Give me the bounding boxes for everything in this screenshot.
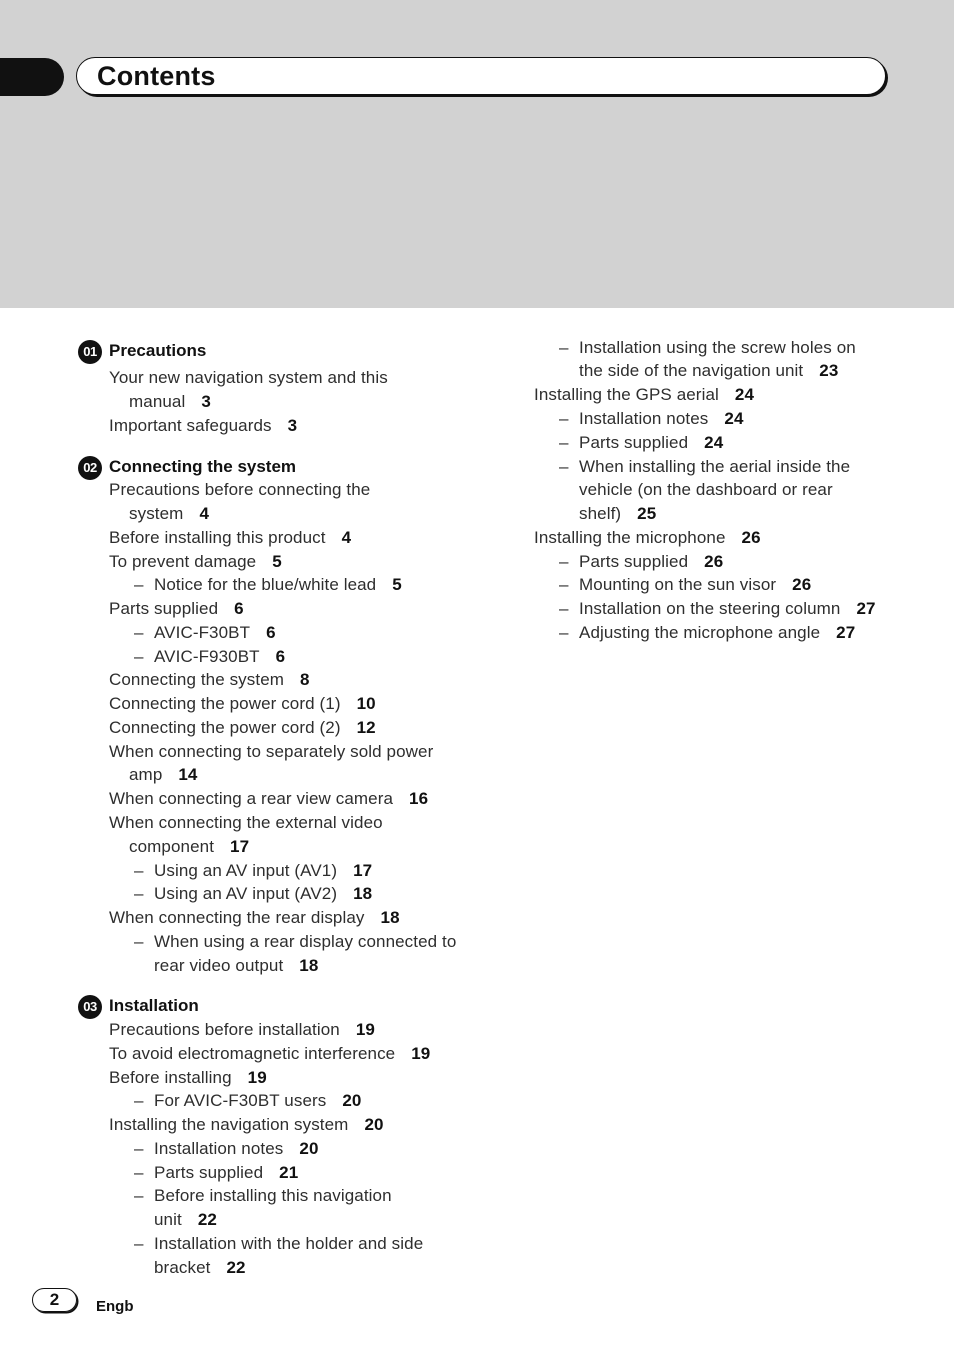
entry-text: Using an AV input (AV1) [154,861,338,880]
toc-entry[interactable] [109,1067,267,1089]
entry-page: 14 [178,765,198,784]
toc-subentry[interactable] [134,883,372,905]
entry-text: Installing the navigation system [109,1115,349,1134]
toc-subentry[interactable] [134,931,456,953]
dash-glyph: – [559,409,569,428]
section-badge: 01 [78,340,102,364]
entry-text: Important safeguards [109,416,272,435]
entry-text: Connecting the system [109,670,285,689]
entry-text: When installing the aerial inside the [579,457,851,476]
toc-entry[interactable] [109,669,310,691]
entry-text: When connecting a rear view camera [109,789,394,808]
entry-text: Installation notes [154,1139,284,1158]
entry-text: AVIC-F930BT [154,647,260,666]
entry-page: 17 [353,861,373,880]
entry-text: the side of the navigation unit [579,361,804,380]
language-label: Engb [96,1298,134,1315]
chapter-tab [0,58,64,96]
entry-text: When connecting the rear display [109,908,365,927]
entry-page: 17 [230,837,250,856]
entry-text: For AVIC-F30BT users [154,1091,327,1110]
entry-text: shelf) [579,504,622,523]
entry-text: Using an AV input (AV2) [154,884,338,903]
entry-text: Installation with the holder and side [154,1234,424,1253]
dash-glyph: – [134,1186,144,1205]
entry-text: To avoid electromagnetic interference [109,1044,396,1063]
dash-glyph: – [559,599,569,618]
toc-entry[interactable] [109,1019,375,1041]
entry-text: Notice for the blue/white lead [154,575,377,594]
toc-subentry[interactable] [134,860,372,882]
entry-page: 6 [234,599,244,618]
toc-subentry[interactable] [579,479,833,501]
entry-text: Precautions before installation [109,1020,340,1039]
page-number: 2 [32,1288,77,1312]
toc-subentry[interactable] [154,955,318,977]
entry-text: Before installing this product [109,528,326,547]
toc-subentry[interactable] [134,574,402,596]
entry-text: system [129,504,184,523]
entry-text: bracket [154,1258,211,1277]
entry-page: 22 [226,1258,246,1277]
toc-entry[interactable] [109,1114,384,1136]
entry-page: 4 [341,528,352,547]
toc-entry[interactable] [109,598,244,620]
toc-subentry[interactable] [559,598,876,620]
toc-entry[interactable] [109,415,297,437]
entry-text: When using a rear display connected to [154,932,457,951]
entry-text: Parts supplied [579,552,689,571]
entry-page: 5 [392,575,402,594]
entry-text: Parts supplied [579,433,689,452]
toc-subentry[interactable] [134,1090,361,1112]
entry-text: Connecting the power cord (1) [109,694,341,713]
toc-subentry[interactable] [579,360,838,382]
toc-subentry[interactable] [154,1257,246,1279]
entry-text: When connecting the external video [109,813,383,832]
toc-subentry[interactable] [559,432,723,454]
entry-page: 19 [355,1020,375,1039]
entry-text: Installing the microphone [534,528,726,547]
entry-text: Installation using the screw holes on [579,338,856,357]
entry-text: Before installing this navigation [154,1186,392,1205]
entry-text: rear video output [154,956,284,975]
entry-text: Before installing [109,1068,232,1087]
entry-text: amp [129,765,163,784]
entry-text: Parts supplied [109,599,219,618]
entry-page: 8 [300,670,310,689]
section-heading[interactable]: Precautions [109,341,207,360]
entry-page: 24 [734,385,754,404]
header-band [0,0,954,308]
entry-page: 18 [299,956,319,975]
entry-page: 21 [279,1163,299,1182]
dash-glyph: – [559,575,569,594]
toc-subentry[interactable] [559,337,856,359]
dash-glyph: – [559,338,569,357]
entry-text: manual [129,392,186,411]
title-frame [76,57,886,95]
entry-page: 16 [409,789,429,808]
entry-text: Installation on the steering column [579,599,841,618]
dash-glyph: – [134,884,144,903]
entry-page: 20 [342,1091,362,1110]
entry-text: When connecting to separately sold power [109,742,434,761]
toc-entry[interactable] [109,717,376,739]
entry-page: 6 [275,647,286,666]
toc-entry[interactable] [109,1043,430,1065]
toc-entry[interactable] [129,836,249,858]
entry-page: 24 [724,409,744,428]
entry-page: 26 [704,552,724,571]
entry-text: component [129,837,215,856]
entry-page: 20 [364,1115,384,1134]
toc-subentry[interactable] [154,1209,217,1231]
toc-entry[interactable] [534,384,754,406]
dash-glyph: – [134,932,144,951]
entry-text: Installation notes [579,409,709,428]
dash-glyph: – [559,623,569,642]
toc-entry[interactable] [534,527,761,549]
dash-glyph: – [559,457,569,476]
toc-subentry[interactable] [134,1138,319,1160]
dash-glyph: – [134,1234,144,1253]
toc-entry[interactable] [109,367,388,389]
entry-text: Mounting on the sun visor [579,575,777,594]
toc-subentry[interactable] [134,1233,423,1255]
entry-page: 3 [201,392,211,411]
toc-entry[interactable] [109,741,433,763]
entry-page: 23 [819,361,839,380]
toc-subentry[interactable] [134,1185,392,1207]
entry-page: 6 [266,623,276,642]
entry-text: vehicle (on the dashboard or rear [579,480,833,499]
dash-glyph: – [134,1091,144,1110]
toc-entry[interactable] [109,479,370,501]
dash-glyph: – [559,433,569,452]
entry-page: 26 [792,575,812,594]
entry-text: AVIC-F30BT [154,623,251,642]
toc-subentry[interactable] [134,1162,298,1184]
entry-page: 4 [199,504,210,523]
entry-page: 12 [356,718,376,737]
toc-entry[interactable] [109,527,351,549]
section-heading[interactable]: Installation [109,996,199,1015]
entry-page: 26 [741,528,761,547]
toc-entry[interactable] [129,764,197,786]
entry-text: Installing the GPS aerial [534,385,719,404]
section-heading[interactable]: Connecting the system [109,457,297,476]
toc-entry[interactable] [129,391,211,413]
entry-page: 10 [356,694,376,713]
entry-page: 19 [411,1044,431,1063]
toc-subentry[interactable] [134,622,276,644]
toc-entry[interactable] [109,551,282,573]
dash-glyph: – [134,623,144,642]
entry-text: Connecting the power cord (2) [109,718,341,737]
toc-subentry[interactable] [559,574,811,596]
entry-page: 27 [836,623,856,642]
dash-glyph: – [134,647,144,666]
dash-glyph: – [134,1139,144,1158]
toc-entry[interactable] [109,812,383,834]
toc-subentry[interactable] [134,646,285,668]
dash-glyph: – [559,552,569,571]
dash-glyph: – [134,575,144,594]
toc-entry[interactable] [109,788,428,810]
entry-text: Parts supplied [154,1163,264,1182]
entry-text: Precautions before connecting the [109,480,371,499]
entry-page: 25 [637,504,657,523]
entry-text: unit [154,1210,182,1229]
page-title: Contents [97,61,216,91]
toc-entry[interactable] [109,907,400,929]
entry-text: Adjusting the microphone angle [579,623,821,642]
toc-subentry[interactable] [559,456,850,478]
dash-glyph: – [134,861,144,880]
entry-page: 22 [197,1210,217,1229]
toc-subentry[interactable] [579,503,656,525]
entry-text: Your new navigation system and this [109,368,388,387]
entry-page: 19 [247,1068,267,1087]
toc-subentry[interactable] [559,551,723,573]
entry-text: To prevent damage [109,552,257,571]
toc-subentry[interactable] [559,622,855,644]
section-badge: 03 [78,995,102,1019]
entry-page: 27 [856,599,876,618]
toc-entry[interactable] [129,503,209,525]
entry-page: 3 [287,416,298,435]
entry-page: 24 [704,433,724,452]
section-badge: 02 [78,456,102,480]
entry-page: 18 [380,908,400,927]
entry-page: 5 [272,552,282,571]
toc-entry[interactable] [109,693,376,715]
entry-page: 20 [299,1139,319,1158]
toc-subentry[interactable] [559,408,744,430]
dash-glyph: – [134,1163,144,1182]
entry-page: 18 [353,884,373,903]
